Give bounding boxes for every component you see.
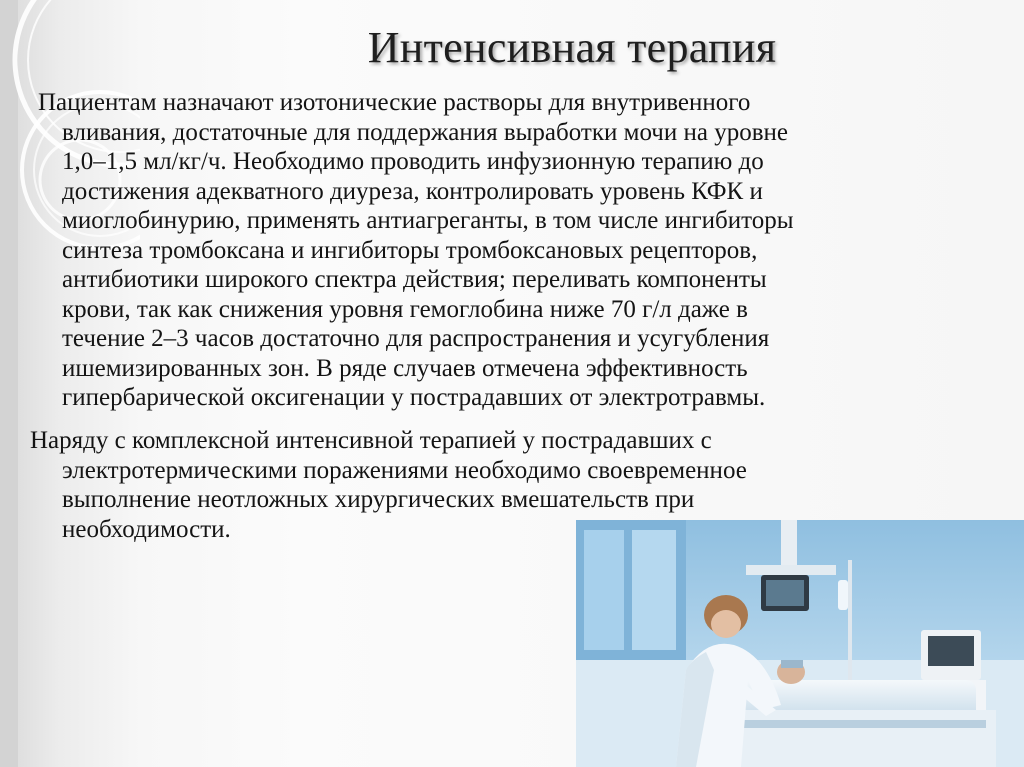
paragraph-1-line: гипербарической оксигенации у пострадавших от электротравмы. xyxy=(62,384,766,411)
slide-title-text: Интенсивная терапия xyxy=(367,23,777,72)
paragraph-2-line: выполнение неотложных хирургических вмешательств при xyxy=(62,486,695,513)
paragraph-2-line: Наряду с комплексной интенсивной терапией у пострадавших с xyxy=(30,427,712,454)
paragraph-1-line: крови, так как снижения уровня гемоглобина ниже 70 г/л даже в xyxy=(62,295,748,323)
paragraph-1-line: вливания, достаточные для поддержания выработки мочи на уровне xyxy=(62,118,789,146)
paragraph-1-line: течение 2–3 часов достаточно для распространения и усугубления xyxy=(62,325,770,352)
paragraph-2-line: необходимости. xyxy=(62,515,231,543)
icu-photo-illustration xyxy=(576,520,1024,767)
paragraph-2-line: электротермическими поражениями необходимо своевременное xyxy=(62,456,747,484)
paragraph-1-line: ишемизированных зон. В ряде случаев отмечена эффективность xyxy=(62,354,748,382)
paragraph-1-line: миоглобинурию, применять антиагреганты, в том числе ингибиторы xyxy=(62,207,794,234)
icu-photo xyxy=(576,520,1024,767)
paragraph-1-line: 1,0–1,5 мл/кг/ч. Необходимо проводить инфузионную терапию до xyxy=(62,148,764,175)
paragraph-1 xyxy=(30,88,970,413)
paragraph-1-line: синтеза тромбоксана и ингибиторы тромбоксановых рецепторов, xyxy=(62,236,758,264)
paragraph-1-line: антибиотики широкого спектра действия; переливать компоненты xyxy=(62,266,767,293)
paragraph-1-line: достижения адекватного диуреза, контролировать уровень КФК и xyxy=(62,177,763,205)
slide-title xyxy=(0,22,1024,73)
paragraph-1-line: Пациентам назначают изотонические растворы для внутривенного xyxy=(38,89,751,116)
